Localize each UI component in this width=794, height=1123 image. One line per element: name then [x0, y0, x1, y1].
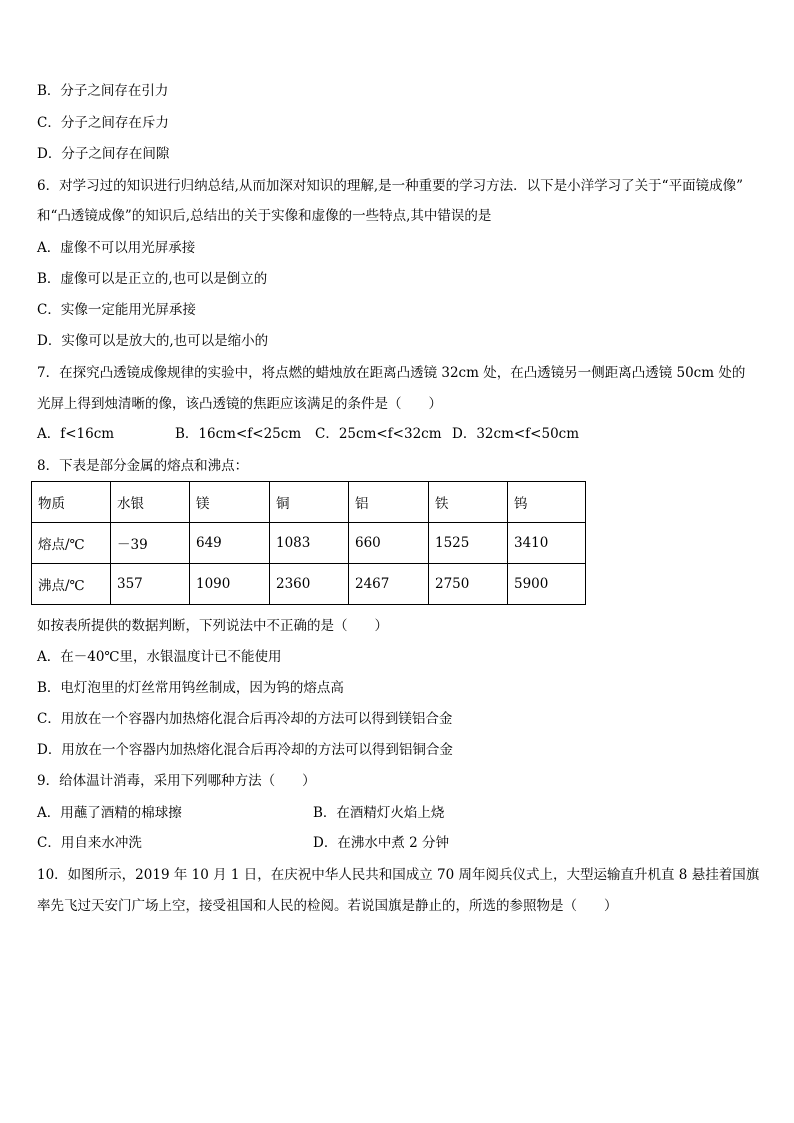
q6-stem-line1: 6．对学习过的知识进行归纳总结,从而加深对知识的理解,是一种重要的学习方法．以下是小洋学习了关于“平面镜成像” — [37, 178, 743, 194]
table-row — [32, 564, 586, 605]
q5-option-b: B．分子之间存在引力 — [37, 83, 169, 99]
table-cell: 熔点/℃ — [32, 523, 111, 564]
table-row — [32, 523, 586, 564]
q5-option-d: D．分子之间存在间隙 — [37, 146, 170, 162]
q8-option-b: B．电灯泡里的灯丝常用钨丝制成，因为钨的熔点高 — [37, 680, 344, 696]
table-cell: 2750 — [429, 564, 508, 605]
table-cell: 1083 — [270, 523, 349, 564]
table-cell: 2467 — [349, 564, 429, 605]
table-cell: 铝 — [349, 482, 429, 523]
q6-option-b: B．虚像可以是正立的,也可以是倒立的 — [37, 271, 268, 287]
q7-option-a: A．f<16cm — [37, 426, 115, 442]
table-cell: 3410 — [508, 523, 586, 564]
q10-stem-line1: 10．如图所示，2019 年 10 月 1 日，在庆祝中华人民共和国成立 70 周年阅兵仪式上，大型运输直升机直 8 悬挂着国旗 — [37, 867, 760, 883]
table-cell: 1090 — [190, 564, 270, 605]
q6-option-d: D．实像可以是放大的,也可以是缩小的 — [37, 333, 269, 349]
q8-option-d: D．用放在一个容器内加热熔化混合后再冷却的方法可以得到铝铜合金 — [37, 742, 453, 758]
metal-properties-table — [31, 481, 586, 605]
q9-option-b: B．在酒精灯火焰上烧 — [313, 805, 445, 821]
table-cell: 649 — [190, 523, 270, 564]
q7-option-b: B．16cm<f<25cm — [175, 426, 302, 442]
q7-option-d: D．32cm<f<50cm — [452, 426, 580, 442]
q6-option-a: A．虚像不可以用光屏承接 — [37, 240, 196, 256]
q7-option-c: C．25cm<f<32cm — [315, 426, 442, 442]
table-cell: 铜 — [270, 482, 349, 523]
q8-stem: 8．下表是部分金属的熔点和沸点： — [37, 458, 249, 474]
q7-options-row — [0, 424, 794, 444]
q9-option-d: D．在沸水中煮 2 分钟 — [313, 835, 449, 851]
table-cell: 镁 — [190, 482, 270, 523]
q9-stem: 9．给体温计消毒，采用下列哪种方法（ ） — [37, 773, 316, 789]
q7-stem-line2: 光屏上得到烛清晰的像，该凸透镜的焦距应该满足的条件是（ ） — [37, 396, 442, 412]
table-cell: －39 — [111, 523, 190, 564]
table-cell: 水银 — [111, 482, 190, 523]
q8-option-a: A．在－40℃里，水银温度计已不能使用 — [37, 649, 282, 665]
q7-stem-line1: 7．在探究凸透镜成像规律的实验中，将点燃的蜡烛放在距离凸透镜 32cm 处，在凸透镜另一侧距离凸透镜 50cm 处的 — [37, 365, 746, 381]
table-cell: 357 — [111, 564, 190, 605]
q8-question: 如按表所提供的数据判断，下列说法中不正确的是（ ） — [37, 618, 388, 634]
q9-option-c: C．用自来水冲洗 — [37, 835, 142, 851]
table-cell: 铁 — [429, 482, 508, 523]
table-cell: 1525 — [429, 523, 508, 564]
table-cell: 2360 — [270, 564, 349, 605]
table-cell: 钨 — [508, 482, 586, 523]
table-cell: 沸点/℃ — [32, 564, 111, 605]
q9-option-a: A．用蘸了酒精的棉球擦 — [37, 805, 182, 821]
q10-stem-line2: 率先飞过天安门广场上空，接受祖国和人民的检阅。若说国旗是静止的，所选的参照物是（ ） — [37, 898, 618, 914]
q5-option-c: C．分子之间存在斥力 — [37, 115, 169, 131]
q8-option-c: C．用放在一个容器内加热熔化混合后再冷却的方法可以得到镁铝合金 — [37, 711, 453, 727]
table-header-row — [32, 482, 586, 523]
table-cell: 660 — [349, 523, 429, 564]
q6-option-c: C．实像一定能用光屏承接 — [37, 302, 196, 318]
q6-stem-line2: 和“凸透镜成像”的知识后,总结出的关于实像和虚像的一些特点,其中错误的是 — [37, 208, 492, 224]
table-cell: 5900 — [508, 564, 586, 605]
table-cell: 物质 — [32, 482, 111, 523]
